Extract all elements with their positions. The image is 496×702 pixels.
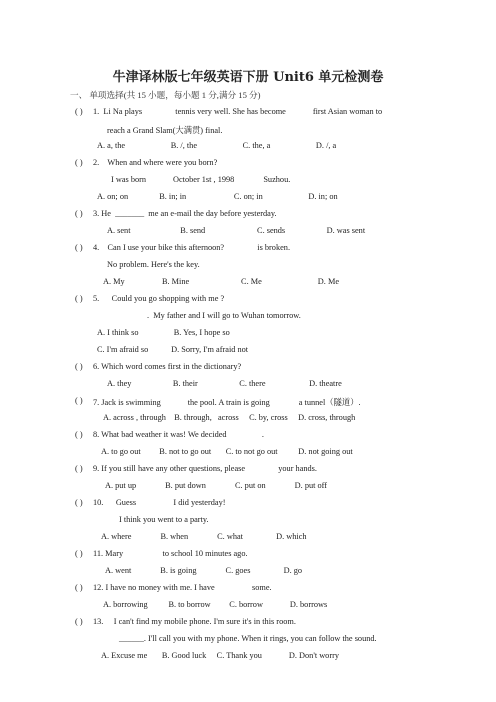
question-4-line2: No problem. Here's the key.	[107, 260, 200, 269]
question-1-options: A. a, the B. /, the C. the, a D. /, a	[97, 141, 337, 150]
question-2: 2. When and where were you born?	[93, 158, 218, 167]
question-2-options: A. on; on B. in; in C. on; in D. in; on	[97, 192, 338, 201]
question-5: 5. Could you go shopping with me ?	[93, 294, 225, 303]
answer-bracket[interactable]: ( )	[75, 464, 83, 473]
question-5-options-2: C. I'm afraid so D. Sorry, I'm afraid not	[97, 345, 249, 354]
answer-bracket[interactable]: ( )	[75, 209, 83, 218]
question-9-options: A. put up B. put down C. put on D. put off	[105, 481, 328, 490]
question-12: 12. I have no money with me. I have some.	[93, 583, 272, 592]
question-3: 3. He _______ me an e-mail the day before yesterday.	[93, 209, 277, 218]
question-13-options: A. Excuse me B. Good luck C. Thank you D. Don't worry	[101, 651, 340, 660]
question-5-line2: . My father and I will go to Wuhan tomorrow.	[147, 311, 301, 320]
page-title: 牛津译林版七年级英语下册 Unit6 单元检测卷	[112, 70, 384, 85]
answer-bracket[interactable]: ( )	[75, 294, 83, 303]
question-10-line2: I think you went to a party.	[119, 515, 209, 524]
question-6: 6. Which word comes first in the dictionary?	[93, 362, 242, 371]
question-4: 4. Can I use your bike this afternoon? is broken.	[93, 243, 291, 252]
question-7-options: A. across , through B. through, across C. by, cross D. cross, through	[103, 413, 356, 422]
question-5-options: A. I think so B. Yes, I hope so	[97, 328, 230, 337]
answer-bracket[interactable]: ( )	[75, 498, 83, 507]
answer-bracket[interactable]: ( )	[75, 362, 83, 371]
question-11: 11. Mary to school 10 minutes ago.	[93, 549, 248, 558]
answer-bracket[interactable]: ( )	[75, 583, 83, 592]
question-1: 1. Li Na plays tennis very well. She has become first Asian woman to	[93, 107, 383, 116]
question-7: 7. Jack is swimming the pool. A train is going a tunnel（隧道）.	[93, 398, 361, 407]
question-10: 10. Guess I did yesterday!	[93, 498, 226, 507]
question-10-options: A. where B. when C. what D. which	[101, 532, 307, 541]
question-13-line2: ______. I'll call you with my phone. When it rings, you can follow the sound.	[119, 634, 377, 643]
question-4-options: A. My B. Mine C. Me D. Me	[103, 277, 339, 286]
question-9: 9. If you still have any other questions, please your hands.	[93, 464, 317, 473]
question-3-options: A. sent B. send C. sends D. was sent	[107, 226, 366, 235]
question-12-options: A. borrowing B. to borrow C. borrow D. borrows	[103, 600, 328, 609]
question-13: 13. I can't find my mobile phone. I'm sure it's in this room.	[93, 617, 296, 626]
question-6-options: A. they B. their C. there D. theatre	[107, 379, 342, 388]
answer-bracket[interactable]: ( )	[75, 396, 83, 405]
question-2-line2: I was born October 1st , 1998 Suzhou.	[111, 175, 291, 184]
question-1-line2: reach a Grand Slam(大满贯) final.	[107, 126, 223, 135]
question-8-options: A. to go out B. not to go out C. to not go out D. not going out	[101, 447, 353, 456]
section-heading: 一、 单项选择(共 15 小题，每小题 1 分,满分 15 分)	[70, 90, 261, 100]
answer-bracket[interactable]: ( )	[75, 549, 83, 558]
question-8: 8. What bad weather it was! We decided .	[93, 430, 264, 439]
question-11-options: A. went B. is going C. goes D. go	[105, 566, 303, 575]
answer-bracket[interactable]: ( )	[75, 107, 83, 116]
answer-bracket[interactable]: ( )	[75, 617, 83, 626]
answer-bracket[interactable]: ( )	[75, 243, 83, 252]
answer-bracket[interactable]: ( )	[75, 158, 83, 167]
answer-bracket[interactable]: ( )	[75, 430, 83, 439]
